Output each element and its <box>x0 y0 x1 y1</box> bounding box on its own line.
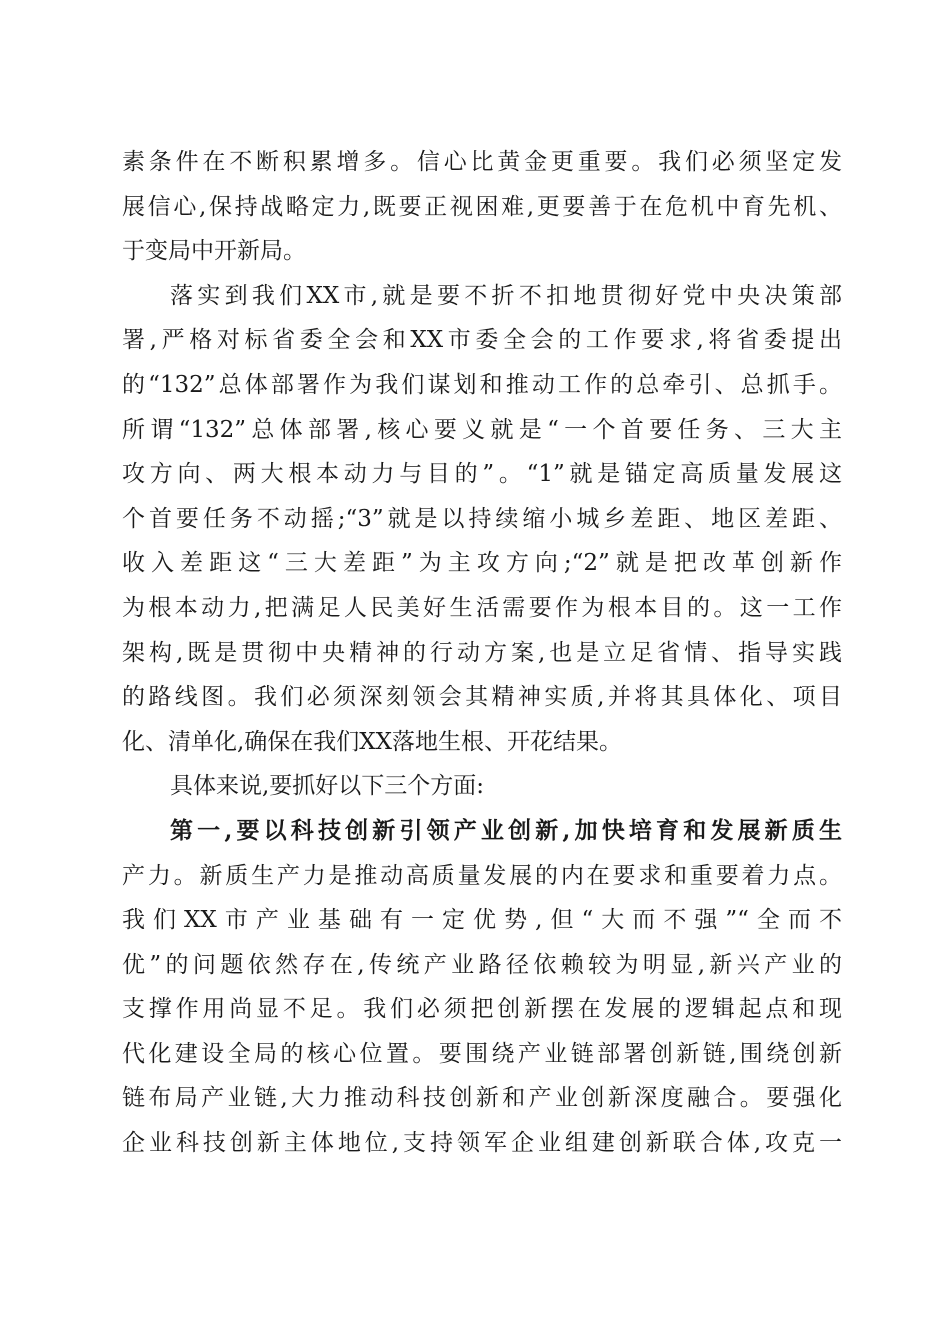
paragraph-line: 落实到我们XX市,就是要不折不扣地贯彻好党中央决策部 <box>170 282 842 309</box>
paragraph-line: 优”的问题依然存在,传统产业路径依赖较为明显,新兴产业的 <box>122 951 842 978</box>
section-heading-line: 第一,要以科技创新引领产业创新,加快培育和发展新质生 <box>170 816 842 844</box>
paragraph-line: 素条件在不断积累增多。信心比黄金更重要。我们必须坚定发 <box>122 149 842 175</box>
paragraph-line: 个首要任务不动摇;“3”就是以持续缩小城乡差距、地区差距、 <box>122 505 842 532</box>
paragraph-line: 化、清单化,确保在我们XX落地生根、开花结果。 <box>122 728 623 755</box>
document-body <box>122 140 842 1166</box>
paragraph-line: 具体来说,要抓好以下三个方面: <box>170 773 485 800</box>
paragraph-line: 于变局中开新局。 <box>122 238 306 265</box>
paragraph-line: 为根本动力,把满足人民美好生活需要作为根本目的。这一工作 <box>122 594 842 621</box>
paragraph-line: 代化建设全局的核心位置。要围绕产业链部署创新链,围绕创新 <box>122 1040 842 1067</box>
paragraph-line: 攻方向、两大根本动力与目的”。“1”就是锚定高质量发展这 <box>122 461 842 488</box>
paragraph-line: 收入差距这“三大差距”为主攻方向;“2”就是把改革创新作 <box>122 550 842 577</box>
paragraph-line: 所谓“132”总体部署,核心要义就是“一个首要任务、三大主 <box>122 416 842 443</box>
paragraph-line: 的“132”总体部署作为我们谋划和推动工作的总牵引、总抓手。 <box>122 371 842 398</box>
paragraph-line: 署,严格对标省委全会和XX市委全会的工作要求,将省委提出 <box>122 327 842 354</box>
paragraph-line: 支撑作用尚显不足。我们必须把创新摆在发展的逻辑起点和现 <box>122 996 842 1023</box>
paragraph-line: 企业科技创新主体地位,支持领军企业组建创新联合体,攻克一 <box>122 1130 842 1157</box>
paragraph-line: 架构,既是贯彻中央精神的行动方案,也是立足省情、指导实践 <box>122 639 842 666</box>
paragraph-line: 展信心,保持战略定力,既要正视困难,更要善于在危机中育先机、 <box>122 193 842 220</box>
paragraph-line: 链布局产业链,大力推动科技创新和产业创新深度融合。要强化 <box>122 1085 842 1112</box>
paragraph-line: 我们XX市产业基础有一定优势,但“大而不强”“全而不 <box>122 907 842 934</box>
paragraph-line: 产力。新质生产力是推动高质量发展的内在要求和重要着力点。 <box>122 862 842 889</box>
paragraph-line: 的路线图。我们必须深刻领会其精神实质,并将其具体化、项目 <box>122 684 842 711</box>
